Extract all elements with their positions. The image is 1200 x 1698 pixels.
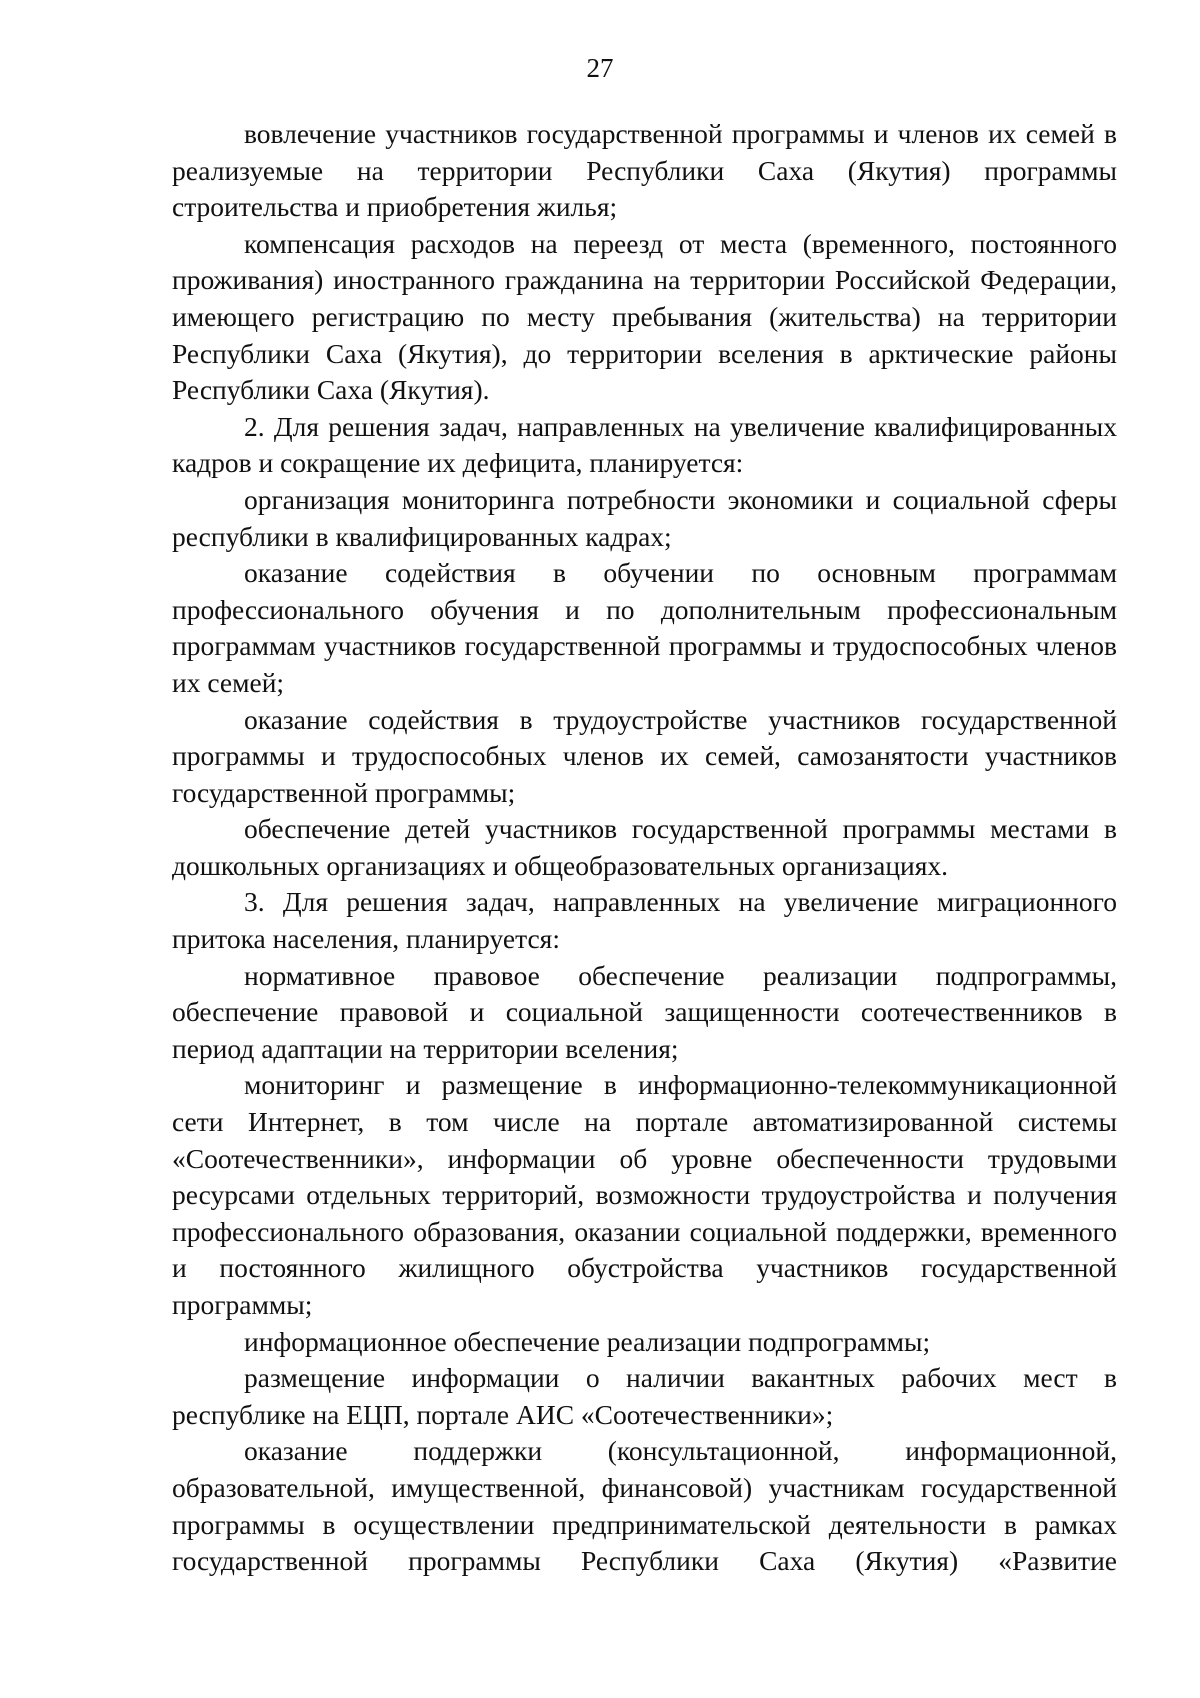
paragraph: вовлечение участников государственной программы и членов их семей в реализуемые на территории Республики Саха (Якутия) программы строительства и приобретения жилья; <box>172 118 1117 223</box>
paragraph: нормативное правовое обеспечение реализации подпрограммы, обеспечение правовой и социальной защищенности соотечественников в период адаптации на территории вселения; <box>172 959 1117 1064</box>
paragraph: 3. Для решения задач, направленных на увеличение миграционного притока населения, планируется: <box>172 886 1117 955</box>
paragraph: компенсация расходов на переезд от места (временного, постоянного проживания) иностранного гражданина на территории Российской Федерации, имеющего регистрацию по месту пребывания (жительства) на территории Республики Саха (Якутия), до территории вселения в арктические районы Республики Саха (Якутия). <box>172 227 1117 406</box>
paragraph: оказание содействия в обучении по основным программам профессионального обучения и по дополнительным профессиональным программам участников государственной программы и трудоспособных членов их семей; <box>172 557 1117 698</box>
paragraph: обеспечение детей участников государственной программы местами в дошкольных организациях и общеобразовательных организациях. <box>172 813 1117 881</box>
document-body <box>172 116 1117 1580</box>
page-number: 27 <box>586 53 614 83</box>
paragraph: организация мониторинга потребности экономики и социальной сферы республики в квалифицированных кадрах; <box>172 483 1117 552</box>
paragraph: размещение информации о наличии вакантных рабочих мест в республике на ЕЦП, портале АИС «Соотечественники»; <box>172 1362 1117 1430</box>
paragraph: 2. Для решения задач, направленных на увеличение квалифицированных кадров и сокращение их дефицита, планируется: <box>172 410 1117 479</box>
paragraph: информационное обеспечение реализации подпрограммы; <box>244 1325 931 1357</box>
paragraph: оказание содействия в трудоустройстве участников государственной программы и трудоспособных членов их семей, самозанятости участников государственной программы; <box>172 703 1117 808</box>
paragraph-continued: оказание поддержки (консультационной, информационной, образовательной, имущественной, финансовой) участникам государственной программы в осуществлении предпринимательской деятельности в рамках государственной программы Республики Саха (Якутия) «Развитие <box>172 1435 1117 1577</box>
paragraph: мониторинг и размещение в информационно-телекоммуникационной сети Интернет, в том числе на портале автоматизированной системы «Соотечественники», информации об уровне обеспеченности трудовыми ресурсами отдельных территорий, возможности трудоустройства и получения профессионального образования, оказании социальной поддержки, временного и постоянного жилищного обустройства участников государственной программы; <box>172 1069 1117 1320</box>
